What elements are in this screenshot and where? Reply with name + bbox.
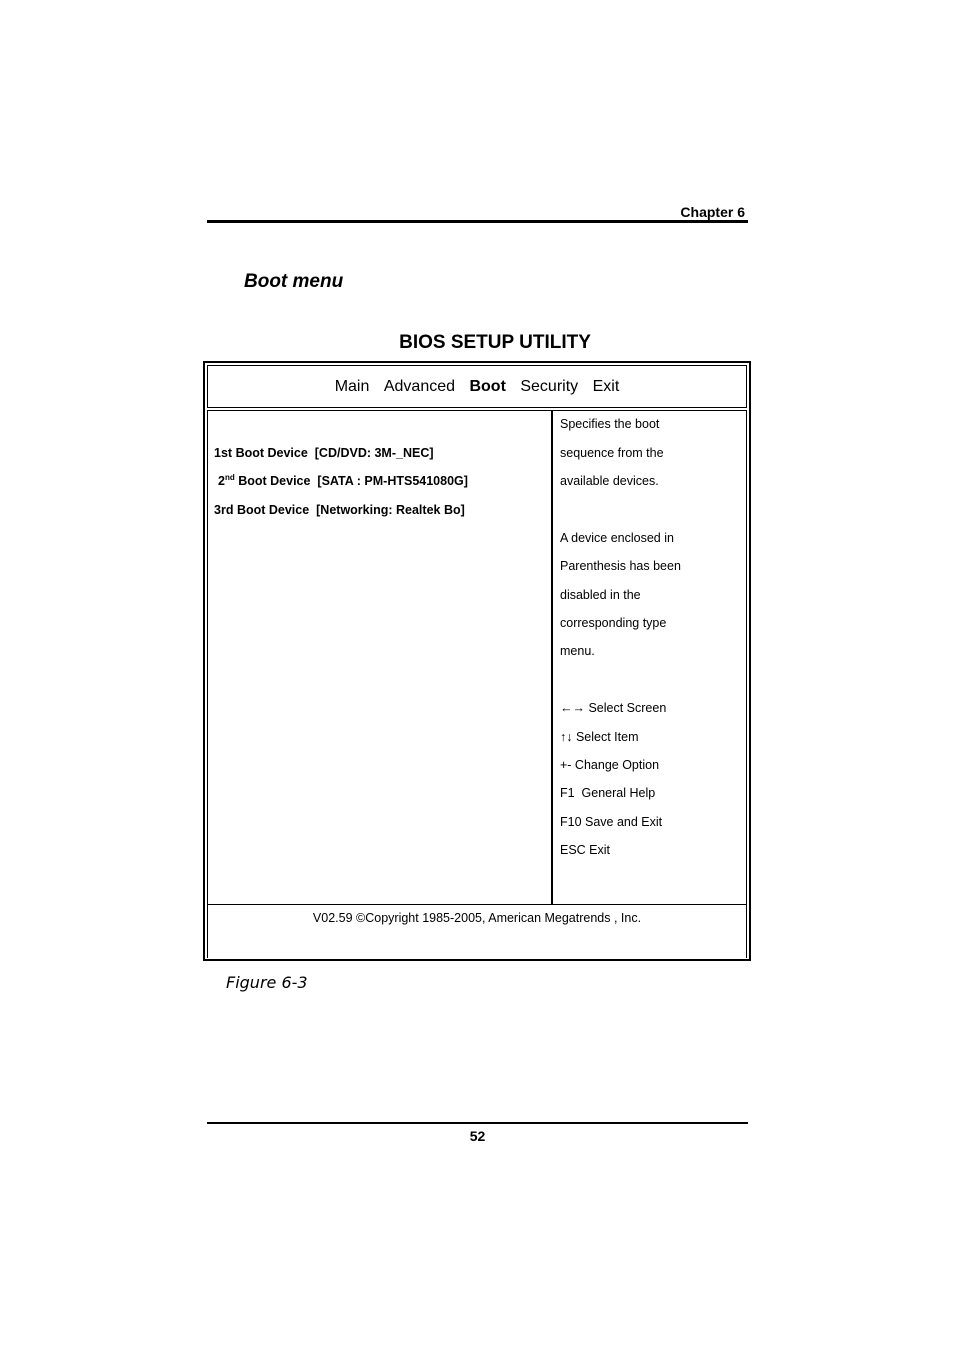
bios-footer [207, 904, 747, 958]
help-line: corresponding type [560, 616, 667, 630]
menu-item-boot[interactable]: Boot [469, 378, 506, 395]
boot-device-label: Boot Device [236, 503, 310, 517]
key-hint-change-option: +- Change Option [560, 758, 660, 772]
boot-device-value: [Networking: Realtek Bo] [316, 503, 465, 517]
help-line: Specifies the boot [560, 417, 660, 431]
figure-caption: Figure 6-3 [226, 973, 308, 992]
boot-device-3[interactable] [214, 502, 465, 518]
boot-device-1[interactable] [214, 445, 434, 461]
bios-screen [203, 361, 751, 961]
boot-device-label: Boot Device [235, 446, 308, 460]
help-line: sequence from the [560, 446, 664, 460]
help-line: Parenthesis has been [560, 559, 681, 573]
help-line: menu. [560, 644, 595, 658]
help-line: disabled in the [560, 588, 641, 602]
chapter-label: Chapter 6 [680, 204, 745, 220]
boot-device-ordinal-suffix: nd [224, 472, 235, 482]
boot-device-value: [SATA : PM-HTS541080G] [317, 474, 468, 488]
help-line: available devices. [560, 474, 659, 488]
bios-menu-bar [207, 365, 747, 408]
footer-rule [207, 1122, 748, 1124]
bios-title: BIOS SETUP UTILITY [399, 332, 591, 353]
boot-device-ordinal: 3rd [214, 503, 234, 517]
menu-item-main[interactable]: Main [334, 378, 370, 395]
menu-item-security[interactable]: Security [520, 378, 579, 395]
boot-device-2[interactable] [218, 473, 468, 489]
help-line: A device enclosed in [560, 531, 674, 545]
key-hint-select-screen: ←→ Select Screen [560, 701, 667, 715]
header-rule [207, 220, 748, 223]
copyright-text: V02.59 ©Copyright 1985-2005, American Megatrends , Inc. [312, 911, 642, 925]
boot-device-ordinal: 2 [218, 474, 225, 488]
section-title: Boot menu [244, 271, 344, 292]
bios-body [207, 410, 747, 904]
key-hint-select-item: ↑↓ Select Item [560, 730, 639, 744]
boot-device-value: [CD/DVD: 3M-_NEC] [314, 446, 434, 460]
key-hint-general-help: F1 General Help [560, 786, 656, 800]
boot-device-ordinal: 1st [214, 446, 233, 460]
boot-device-label: Boot Device [238, 474, 311, 488]
page-number: 52 [469, 1128, 486, 1144]
key-hint-save-exit: F10 Save and Exit [560, 815, 663, 829]
menu-item-advanced[interactable]: Advanced [383, 378, 456, 395]
key-hint-esc-exit: ESC Exit [560, 843, 611, 857]
boot-device-list [208, 411, 553, 904]
menu-item-exit[interactable]: Exit [592, 378, 620, 395]
